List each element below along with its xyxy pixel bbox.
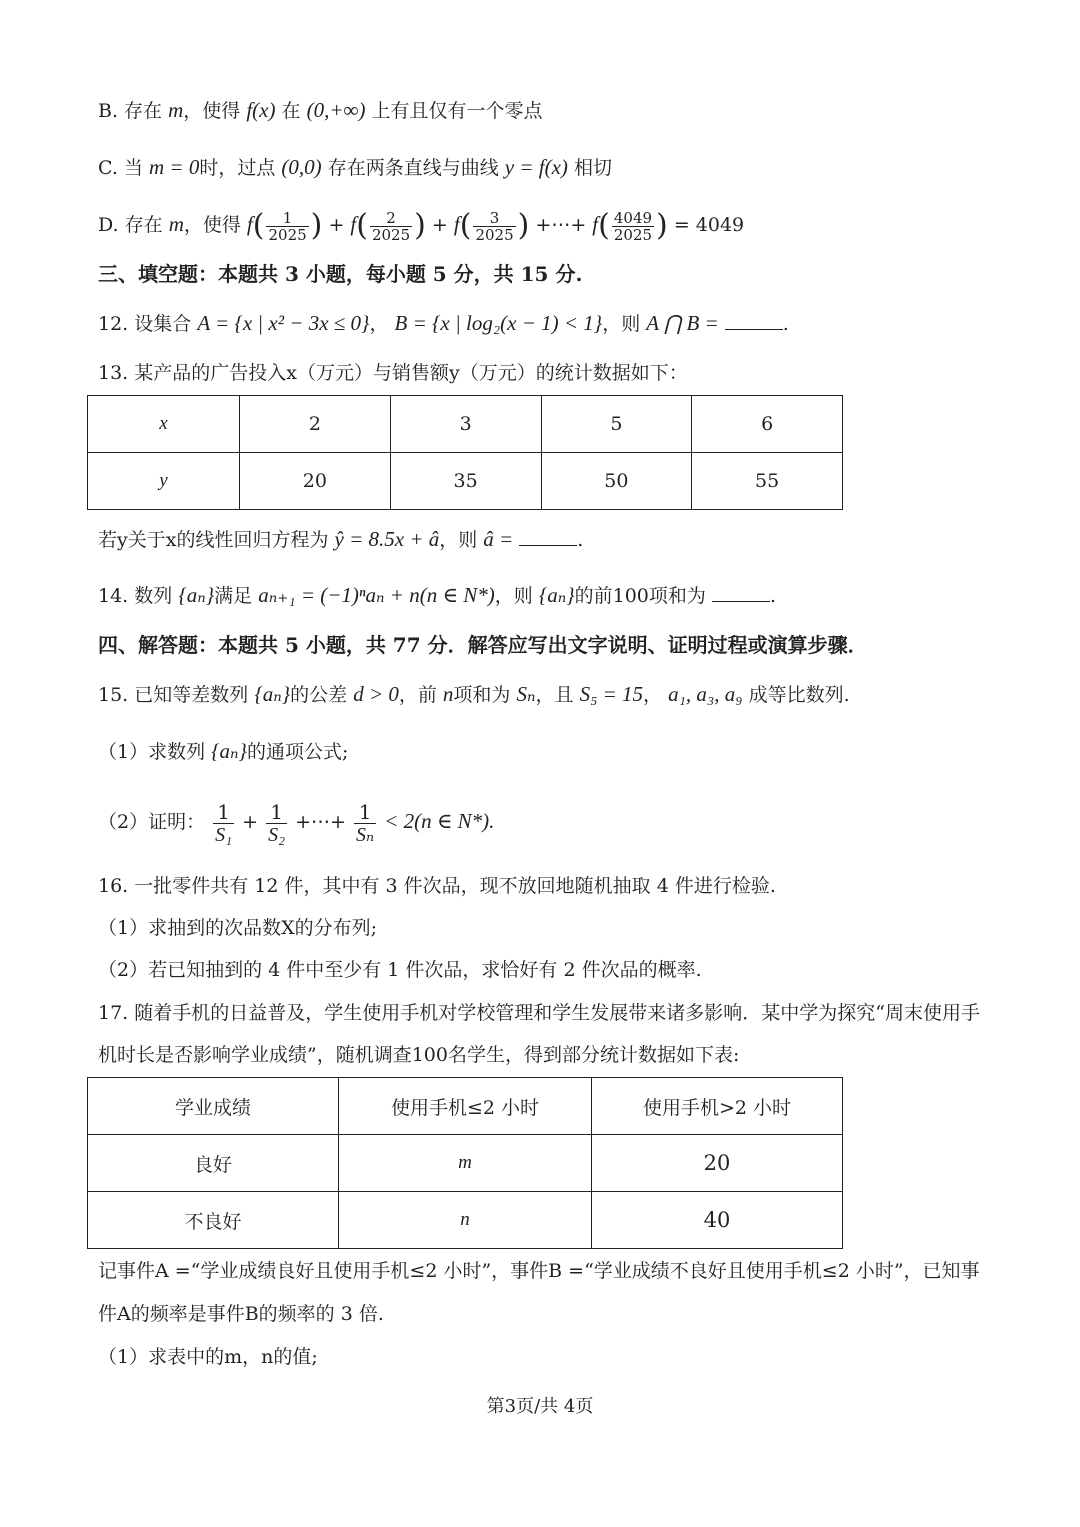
fraction [213,801,234,846]
fraction-num: 1 [266,801,287,824]
fraction-den: 2025 [613,225,653,244]
option-d-m: m [168,212,184,236]
option-c-cond: m = 0 [149,155,200,179]
table-cell: 35 [390,453,541,510]
q13-ask: â = [483,527,514,551]
q14-end: . [769,585,776,607]
q12-mid: ，则 [602,313,641,335]
fraction-den: 2025 [371,225,411,244]
q15-n: n [442,682,454,706]
fraction [266,801,287,846]
fraction-num: 2 [370,210,412,227]
q14-seq2: {aₙ} [538,583,575,607]
fraction-den: Sₙ [356,823,375,846]
option-d-eq: = 4049 [673,214,745,236]
option-b-mid2: 在 [281,100,301,122]
question-14 [98,583,776,608]
section4-heading: 四、解答题：本题共 5 小题，共 77 分．解答应写出文字说明、证明过程或演算步骤． [98,633,868,657]
q15-mid4: ，且 [535,684,574,706]
q17-after2: 件A的频率是事件B的频率的 3 倍. [98,1303,384,1325]
table-cell: 20 [240,453,391,510]
fraction-num: 4049 [613,208,653,227]
q14-prefix: 14. 数列 [98,585,173,607]
q15-part2 [98,792,494,851]
option-b-suffix: 上有且仅有一个零点 [371,100,543,122]
table-cell: 2 [240,396,391,453]
q17-after1: 记事件A =“学业成绩良好且使用手机≤2 小时”，事件B =“学业成绩不良好且使用手机≤2 小时”，已知事 [98,1260,980,1282]
q17-part1: （1）求表中的m，n的值; [98,1346,318,1368]
table-cell: 20 [592,1135,843,1192]
table-cell: 5 [541,396,692,453]
q12-set-a: A = {x | x² − 3x ≤ 0} [197,311,370,335]
q15-part1-seq: {aₙ} [211,739,247,763]
paren-open-icon: ( [459,208,472,243]
paren-open-icon: ( [356,208,368,243]
fraction-num: 1 [266,210,308,227]
section3-heading: 三、填空题：本题共 3 小题，每小题 5 分，共 15 分. [98,262,583,286]
option-c-suffix: 相切 [573,157,612,179]
q14-mid1: 满足 [214,585,253,607]
fraction [370,210,412,243]
paren-close-icon: ) [310,208,323,243]
table-cell: y [88,453,240,510]
option-d-f3: f [453,212,460,236]
fraction [473,210,515,243]
table-header-cell: 学业成绩 [88,1078,339,1135]
fraction [266,210,308,243]
question-13-text: 13. 某产品的广告投入x（万元）与销售额y（万元）的统计数据如下： [98,362,688,384]
q17-table [87,1077,843,1249]
answer-blank[interactable] [519,527,577,546]
paren-close-icon: ) [414,208,426,243]
q15-seq: {aₙ} [254,682,291,706]
table-cell: x [88,396,240,453]
fraction-num: 1 [354,801,376,824]
option-c-curve: y = f(x) [504,155,568,179]
fraction-den: 2025 [475,225,514,244]
fraction-den: 2025 [268,225,307,244]
q15-terms: a₁, a₃, a₉ [668,682,743,706]
table-cell: n [339,1192,592,1249]
paren-close-icon: ) [656,208,668,243]
table-cell: m [339,1135,592,1192]
option-c-mid2: 存在两条直线与曲线 [327,157,499,179]
option-c-point: (0,0) [281,155,322,179]
table-row [88,453,843,510]
option-d-f1: f [246,212,253,236]
option-b-m: m [168,98,184,122]
plus-sign: + [431,214,448,236]
option-c-mid1: 时，过点 [199,157,276,179]
paren-open-icon: ( [598,208,610,243]
q15-sn: Sₙ [516,682,536,706]
q15-part1-suffix: 的通项公式; [246,741,349,763]
question-17-line2: 机时长是否影响学业成绩”，随机调查100名学生，得到部分统计数据如下表: [98,1044,740,1066]
table-row [88,396,843,453]
page-footer: 第3页/共 4页 [486,1396,594,1417]
q15-prefix: 15. 已知等差数列 [98,684,249,706]
fraction-num: 3 [473,210,515,227]
option-c [98,155,612,180]
table-cell: 3 [390,396,541,453]
answer-blank[interactable] [712,583,770,602]
option-d-prefix: D. 存在 [98,214,163,236]
q13-followup [98,527,583,552]
fraction-den: S₁ [215,823,233,846]
table-row [88,1192,843,1249]
table-row [88,1078,843,1135]
question-12 [98,311,789,336]
q14-seq: {aₙ} [178,583,215,607]
table-cell: 55 [692,453,843,510]
option-d-mid: ，使得 [183,214,241,236]
plus-sign: + [242,811,259,833]
q15-d: d > 0 [353,682,399,706]
option-b-mid1: ，使得 [183,100,241,122]
paren-open-icon: ( [252,208,265,243]
q16-part2: （2）若已知抽到的 4 件中至少有 1 件次品，求恰好有 2 件次品的概率. [98,959,702,981]
table-cell: 不良好 [88,1192,339,1249]
option-d [98,204,744,246]
q12-prefix: 12. 设集合 [98,313,192,335]
q13-regression: ŷ = 8.5x + â [334,527,440,551]
option-c-prefix: C. 当 [98,157,143,179]
q12-sep: ， [369,313,389,335]
q13-followup-mid: ，则 [439,529,478,551]
option-d-f4: f [592,212,599,236]
table-header-cell: 使用手机≤2 小时 [339,1078,592,1135]
fraction-den: S₂ [268,823,286,846]
paren-close-icon: ) [517,208,530,243]
table-row [88,1135,843,1192]
option-b [98,98,543,123]
plus-sign: + [328,214,345,236]
q15-mid1: 的公差 [290,684,348,706]
q13-table [87,395,843,510]
q15-part1-prefix: （1）求数列 [98,741,206,763]
q14-mid2: ，则 [494,585,533,607]
q15-mid3: 项和为 [453,684,511,706]
fraction [354,801,376,846]
q15-s5: S₅ = 15 [579,682,644,706]
option-d-f2: f [350,212,357,236]
q13-followup-prefix: 若y关于x的线性回归方程为 [98,529,329,551]
fraction [612,210,654,243]
q15-part1 [98,739,348,764]
table-cell: 良好 [88,1135,339,1192]
option-b-interval: (0,+∞) [306,98,366,122]
question-16-text: 16. 一批零件共有 12 件，其中有 3 件次品，现不放回地随机抽取 4 件进行检验. [98,875,776,897]
question-15 [98,682,850,707]
q14-mid3: 的前100项和为 [574,585,706,607]
answer-blank[interactable] [725,311,783,330]
dots-sign: +⋯+ [295,811,346,833]
q15-mid2: ，前 [398,684,437,706]
q14-recurrence: aₙ₊₁ = (−1)ⁿaₙ + n(n ∈ N*) [258,583,495,607]
q16-part1: （1）求抽到的次品数X的分布列; [98,917,378,939]
q15-part2-suffix: < 2(n ∈ N*). [384,809,495,833]
question-17-line1: 17. 随着手机的日益普及，学生使用手机对学校管理和学生发展带来诸多影响．某中学为探究“周末使用手 [98,1002,980,1024]
q12-expr: A ⋂ B = [646,311,719,335]
table-header-cell: 使用手机>2 小时 [592,1078,843,1135]
fraction-num: 1 [213,801,234,824]
q15-mid5: 成等比数列. [748,684,850,706]
q12-set-b: B = {x | log₂(x − 1) < 1} [394,311,603,335]
q15-part2-prefix: （2）证明： [98,811,206,833]
q15-sep: ， [643,684,663,706]
option-b-fx: f(x) [246,98,276,122]
dots-sign: +⋯+ [535,214,587,236]
q13-end: . [577,529,584,551]
option-b-prefix: B. 存在 [98,100,163,122]
table-cell: 50 [541,453,692,510]
table-cell: 6 [692,396,843,453]
q12-end: . [782,313,789,335]
table-cell: 40 [592,1192,843,1249]
